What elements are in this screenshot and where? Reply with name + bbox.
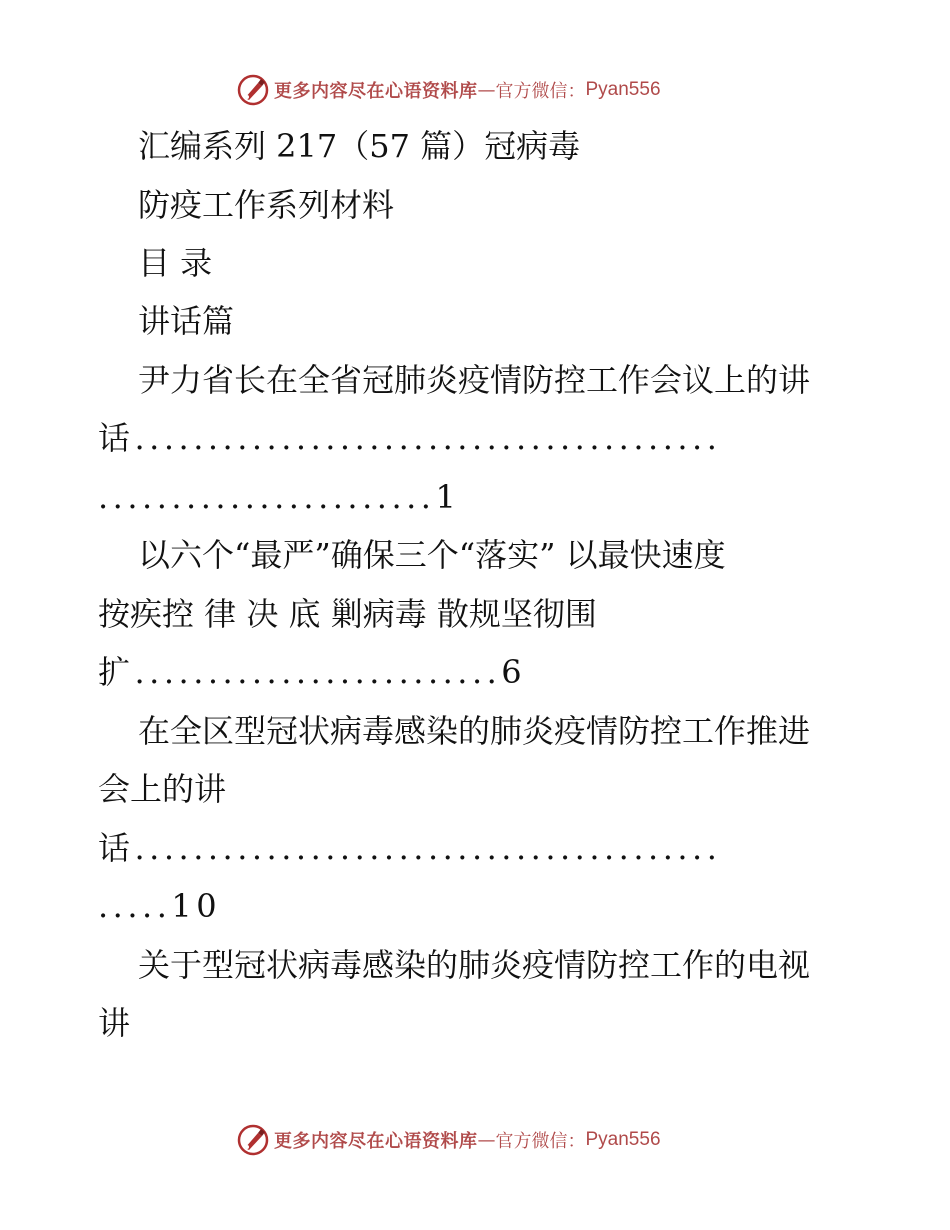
toc-entry-3-line-4: .....10 — [98, 887, 222, 925]
title-line-1: 汇编系列 217（57 篇）冠病毒 — [138, 127, 581, 165]
banner-dash: — — [477, 1129, 496, 1151]
toc-entry-3-line-2: 会上的讲 — [98, 770, 227, 808]
toc-entry-4-line-2: 讲 — [98, 1004, 131, 1042]
footer-banner — [236, 1122, 661, 1158]
banner-wechat-id: Pyan556 — [585, 1129, 661, 1150]
toc-entry-2-line-1: 以六个“最严”确保三个“落实” 以最快速度 — [138, 536, 726, 574]
banner-main-text: 更多内容尽在心语资料库 — [274, 1131, 478, 1152]
pen-logo-icon — [236, 73, 270, 107]
banner-dash: — — [477, 79, 496, 101]
toc-heading: 目 录 — [138, 244, 213, 282]
banner-sub-text: 官方微信： — [495, 81, 586, 102]
toc-entry-1-line-3: .......................1 — [98, 478, 461, 516]
section-heading: 讲话篇 — [138, 302, 235, 340]
toc-entry-1-line-2: 话........................................ — [98, 419, 722, 457]
toc-entry-4-line-1: 关于型冠状病毒感染的肺炎疫情防控工作的电视 — [138, 946, 811, 984]
pen-logo-icon — [236, 1123, 270, 1157]
toc-entry-2-line-3: 扩.........................6 — [98, 653, 527, 691]
toc-entry-3-line-1: 在全区型冠状病毒感染的肺炎疫情防控工作推进 — [138, 712, 811, 750]
title-line-2: 防疫工作系列材料 — [138, 186, 395, 224]
toc-entry-1-line-1: 尹力省长在全省冠肺炎疫情防控工作会议上的讲 — [138, 361, 811, 399]
header-banner — [236, 72, 661, 108]
banner-wechat-id: Pyan556 — [585, 79, 661, 100]
banner-main-text: 更多内容尽在心语资料库 — [274, 81, 478, 102]
toc-entry-2-line-2: 按疾控 律 决 底 剿病毒 散规坚彻围 — [98, 595, 597, 633]
banner-sub-text: 官方微信： — [495, 1131, 586, 1152]
toc-entry-3-line-3: 话........................................ — [98, 829, 722, 867]
